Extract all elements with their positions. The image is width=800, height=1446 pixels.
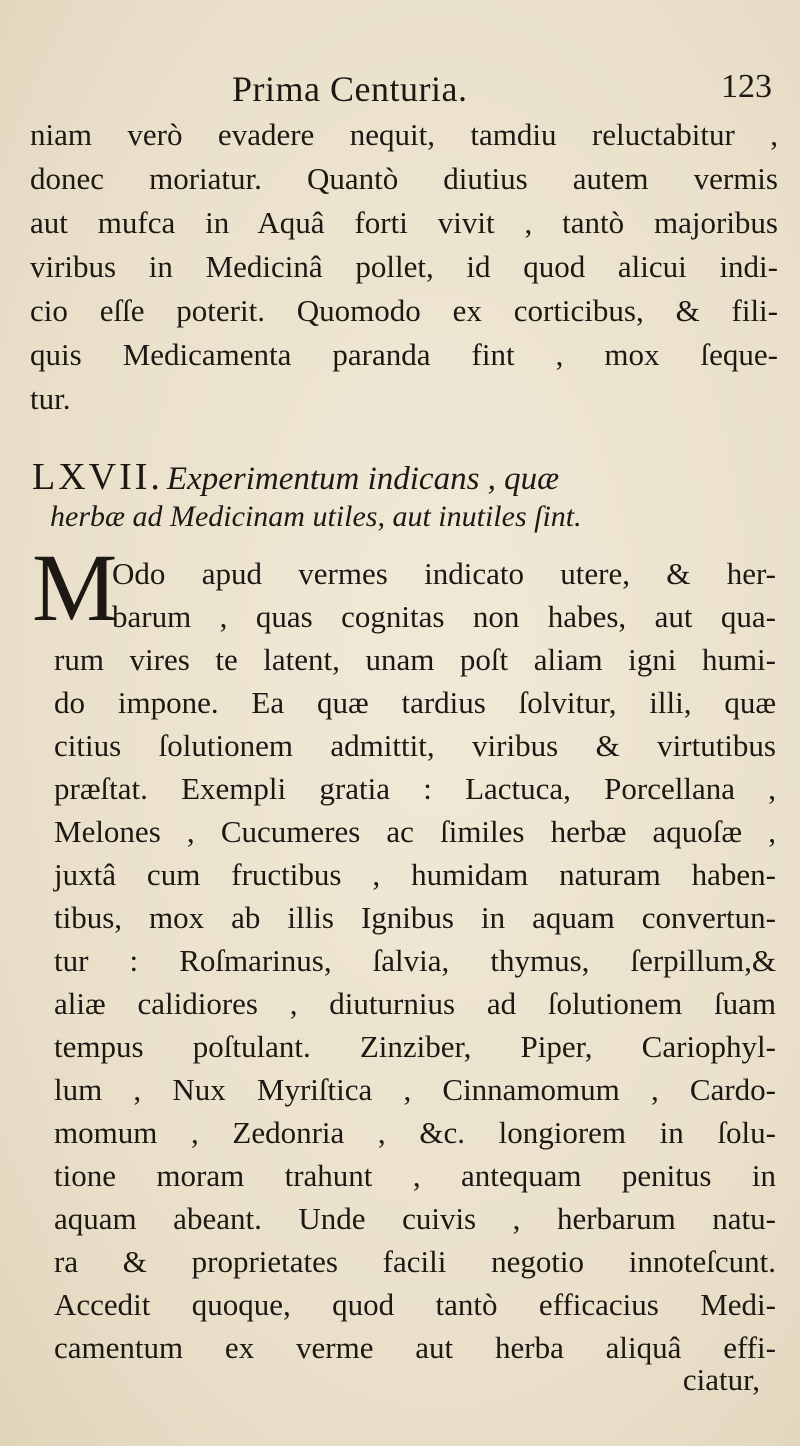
text-line: niam verò evadere nequit, tamdiu reluctabitur , [30,117,778,152]
text-line: aliæ calidiores , diuturnius ad ſolutionem ſuam [54,986,776,1021]
text-line: cio eſſe poterit. Quomodo ex corticibus, & fili- [30,293,778,328]
section-title-line2: herbæ ad Medicinam utiles, aut inutiles ſint. [50,500,582,533]
text-line: Odo apud vermes indicato utere, & her- [112,556,776,591]
text-line: aut mufca in Aquâ forti vivit , tantò majoribus [30,205,778,240]
section-heading [32,455,772,499]
text-line: tione moram trahunt , antequam penitus in [54,1158,776,1193]
text-line: tibus, mox ab illis Ignibus in aquam convertun- [54,900,776,935]
text-line: tempus poſtulant. Zinziber, Piper, Cariophyl- [54,1029,776,1064]
text-line: lum , Nux Myriſtica , Cinnamomum , Cardo- [54,1072,776,1107]
text-line: præſtat. Exempli gratia : Lactuca, Porcellana , [54,771,776,806]
text-line: quis Medicamenta paranda fint , mox ſeque- [30,337,778,372]
text-line: tur. [30,381,71,416]
text-line: Melones , Cucumeres ac ſimiles herbæ aquoſæ , [54,814,776,849]
catchword: ciatur, [682,1362,760,1397]
section-title-line1: Experimentum indicans , quæ [166,461,560,497]
text-line: donec moriatur. Quantò diutius autem vermis [30,161,778,196]
text-line: momum , Zedonria , &c. longiorem in ſolu- [54,1115,776,1150]
text-line: ra & proprietates facili negotio innoteſcunt. [54,1244,776,1279]
page-header [0,68,800,118]
text-line: citius ſolutionem admittit, viribus & virtutibus [54,728,776,763]
text-line: barum , quas cognitas non habes, aut qua- [112,599,776,634]
section-number: LXVII. [32,456,163,498]
text-line: tur : Roſmarinus, ſalvia, thymus, ſerpillum,& [54,943,776,978]
text-line: camentum ex verme aut herba aliquâ effi- [54,1330,776,1365]
text-line: juxtâ cum fructibus , humidam naturam haben- [54,857,776,892]
text-line: viribus in Medicinâ pollet, id quod alicui indi- [30,249,778,284]
drop-capital: M [32,534,118,641]
page-number: 123 [721,68,772,105]
text-line: aquam abeant. Unde cuivis , herbarum natu- [54,1201,776,1236]
text-line: do impone. Ea quæ tardius ſolvitur, illi, quæ [54,685,776,720]
running-title: Prima Centuria. [232,69,468,109]
section-subtitle [50,500,790,534]
text-line: Accedit quoque, quod tantò efficacius Medi- [54,1287,776,1322]
text-line: rum vires te latent, unam poſt aliam igni humi- [54,642,776,677]
